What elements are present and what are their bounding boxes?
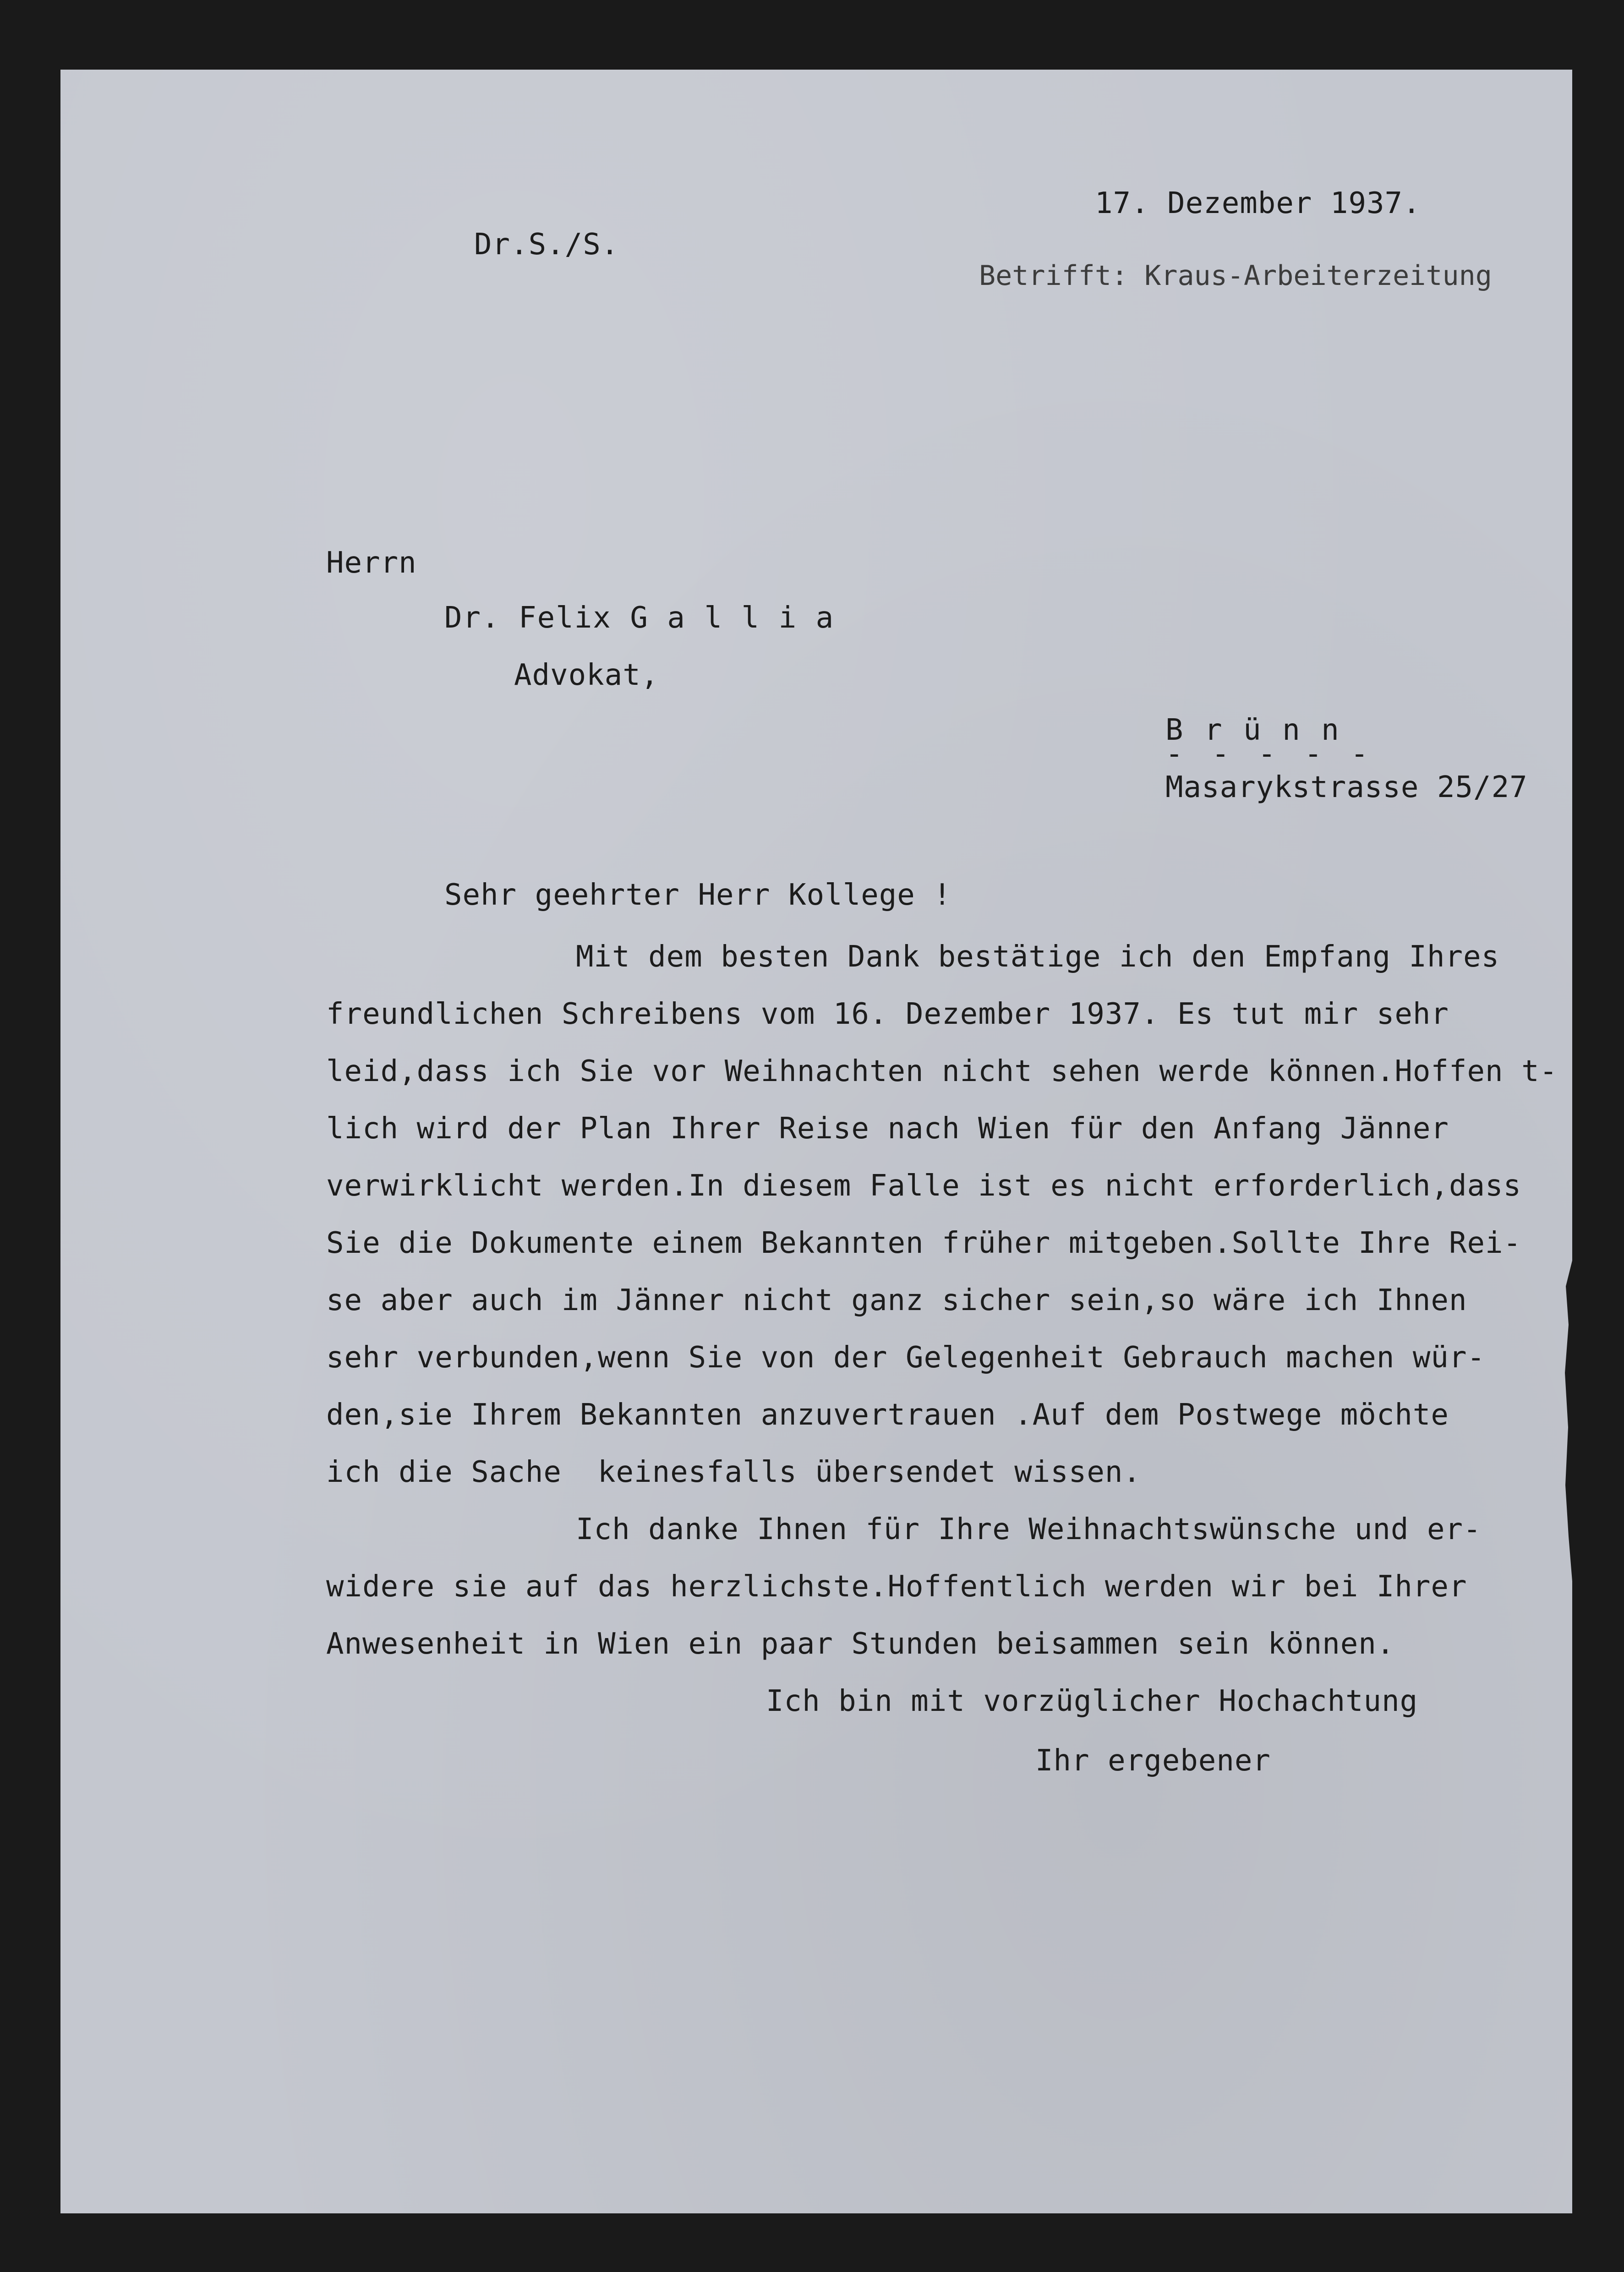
recipient-name: Dr. Felix G a l l i a xyxy=(444,601,835,635)
recipient-city: B r ü n n xyxy=(1165,713,1341,747)
subject-line: Betrifft: Kraus-Arbeiterzeitung xyxy=(979,260,1492,292)
city-underline: - - - - - xyxy=(1165,737,1374,771)
torn-edge xyxy=(1563,1261,1572,1581)
body-line: lich wird der Plan Ihrer Reise nach Wien für den Anfang Jänner xyxy=(326,1112,1449,1146)
body-line: Anwesenheit in Wien ein paar Stunden beisammen sein können. xyxy=(326,1627,1395,1661)
recipient-street: Masarykstrasse 25/27 xyxy=(1165,770,1528,804)
body-line: ich die Sache keinesfalls übersendet wissen. xyxy=(326,1455,1141,1489)
body-line: freundlichen Schreibens vom 16. Dezember 1937. Es tut mir sehr xyxy=(326,997,1449,1031)
recipient-salutation: Herrn xyxy=(326,546,417,580)
body-line: widere sie auf das herzlichste.Hoffentlich werden wir bei Ihrer xyxy=(326,1570,1467,1604)
body-line: sehr verbunden,wenn Sie von der Gelegenheit Gebrauch machen wür- xyxy=(326,1341,1485,1375)
body-line: se aber auch im Jänner nicht ganz sicher sein,so wäre ich Ihnen xyxy=(326,1283,1467,1317)
body-line: Ich danke Ihnen für Ihre Weihnachtswünsche und er- xyxy=(576,1513,1482,1546)
closing-formula: Ich bin mit vorzüglicher Hochachtung xyxy=(766,1684,1418,1718)
body-line: leid,dass ich Sie vor Weihnachten nicht sehen werde können.Hoffen t- xyxy=(326,1054,1558,1088)
reference-code: Dr.S./S. xyxy=(474,228,619,262)
recipient-title: Advokat, xyxy=(514,658,659,692)
body-line: den,sie Ihrem Bekannten anzuvertrauen .Auf dem Postwege möchte xyxy=(326,1398,1449,1432)
body-line: verwirklicht werden.In diesem Falle ist es nicht erforderlich,dass xyxy=(326,1169,1522,1203)
signoff: Ihr ergebener xyxy=(1035,1744,1271,1778)
letter-sheet xyxy=(60,70,1572,2213)
body-line: Mit dem besten Dank bestätige ich den Empfang Ihres xyxy=(576,940,1500,974)
greeting: Sehr geehrter Herr Kollege ! xyxy=(444,878,951,912)
letter-date: 17. Dezember 1937. xyxy=(1095,186,1421,220)
body-line: Sie die Dokumente einem Bekannten früher mitgeben.Sollte Ihre Rei- xyxy=(326,1226,1522,1260)
